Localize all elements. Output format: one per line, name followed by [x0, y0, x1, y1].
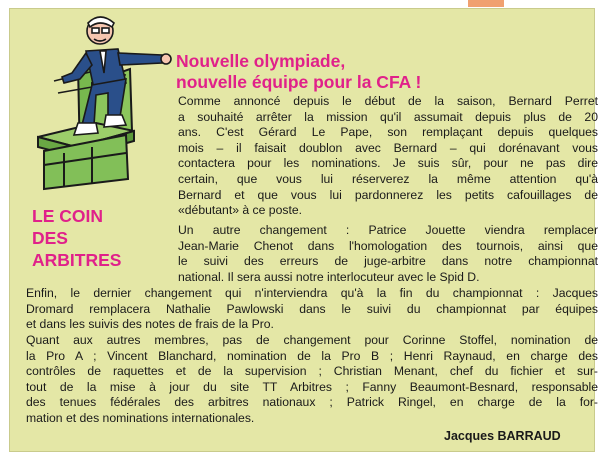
text-line: Quant aux autres membres, pas de changement pour Corinne Stoffel, nomination de	[26, 333, 598, 347]
referee-chair-illustration-icon	[34, 13, 184, 191]
text-line: Jean-Marie Chenot dans l'homologation des tournois, ainsi que	[178, 238, 598, 253]
text-line: la Pro A ; Vincent Blanchard, nomination de la Pro B ; Henri Raynaud, en charge des	[26, 348, 598, 363]
text-line: Enfin, le dernier changement qui n'interviendra qu'à la fin du championnat : Jacques	[26, 286, 598, 300]
text-line: certain, que vous lui réserverez la même attention qu'à	[178, 171, 598, 186]
text-line: ans. C'est Gérard Le Pape, son remplaçant depuis quelques	[178, 125, 598, 140]
article-panel	[9, 8, 598, 452]
paragraph-2	[178, 223, 598, 285]
text-line: «débutant» à ce poste.	[178, 203, 303, 218]
paragraph-4	[26, 333, 598, 427]
section-label-line: LE COIN	[32, 206, 103, 226]
text-line: Un autre changement : Patrice Jouette viendra remplacer	[178, 223, 598, 237]
text-line: et dans les suivis des notes de frais de la Pro.	[26, 317, 274, 332]
top-strip-accent	[468, 0, 504, 7]
author-signature: Jacques BARRAUD	[444, 429, 561, 443]
text-line: Dromard remplacera Nathalie Pawlowski dans le suivi du championnat par équipes	[26, 301, 598, 316]
text-line: des tenues fédérales des arbitres nationaux ; Patrick Ringel, en charge de la for-	[26, 395, 598, 410]
text-line: Comme annoncé depuis le début de la saison, Bernard Perret	[178, 94, 598, 108]
text-line: contrôles de raquettes et de la supervision ; Christian Menant, chef du fichier et sur-	[26, 364, 598, 379]
paragraph-1	[178, 94, 598, 219]
section-label	[32, 205, 172, 271]
title-line: Nouvelle olympiade,	[176, 51, 346, 71]
text-line: a souhaité arrêter la mission qu'il assumait depuis plus de 20	[178, 109, 598, 124]
text-line: le suivi des erreurs de juge-arbitre dans notre championnat	[178, 254, 598, 269]
text-line: mois – il faisait doublon avec Bernard – qui dorénavant vous	[178, 140, 598, 155]
paragraph-3	[26, 286, 598, 333]
text-line: mation et des nominations internationales.	[26, 410, 255, 425]
text-line: Bernard et que vous lui pardonnerez les petits cafouillages de	[178, 187, 598, 202]
article-title	[176, 51, 596, 93]
top-strip	[0, 0, 600, 8]
title-line: nouvelle équipe pour la CFA !	[176, 72, 422, 92]
section-label-line: DES	[32, 228, 68, 248]
section-label-line: ARBITRES	[32, 250, 122, 270]
text-line: contactera pour les nominations. Je suis sûr, pour ne pas dire	[178, 156, 598, 171]
text-line: national. Il sera aussi notre interlocuteur avec le Spid D.	[178, 269, 480, 284]
text-line: tout de la mise à jour du site TT Arbitres ; Fanny Beaumont-Besnard, responsable	[26, 379, 598, 394]
